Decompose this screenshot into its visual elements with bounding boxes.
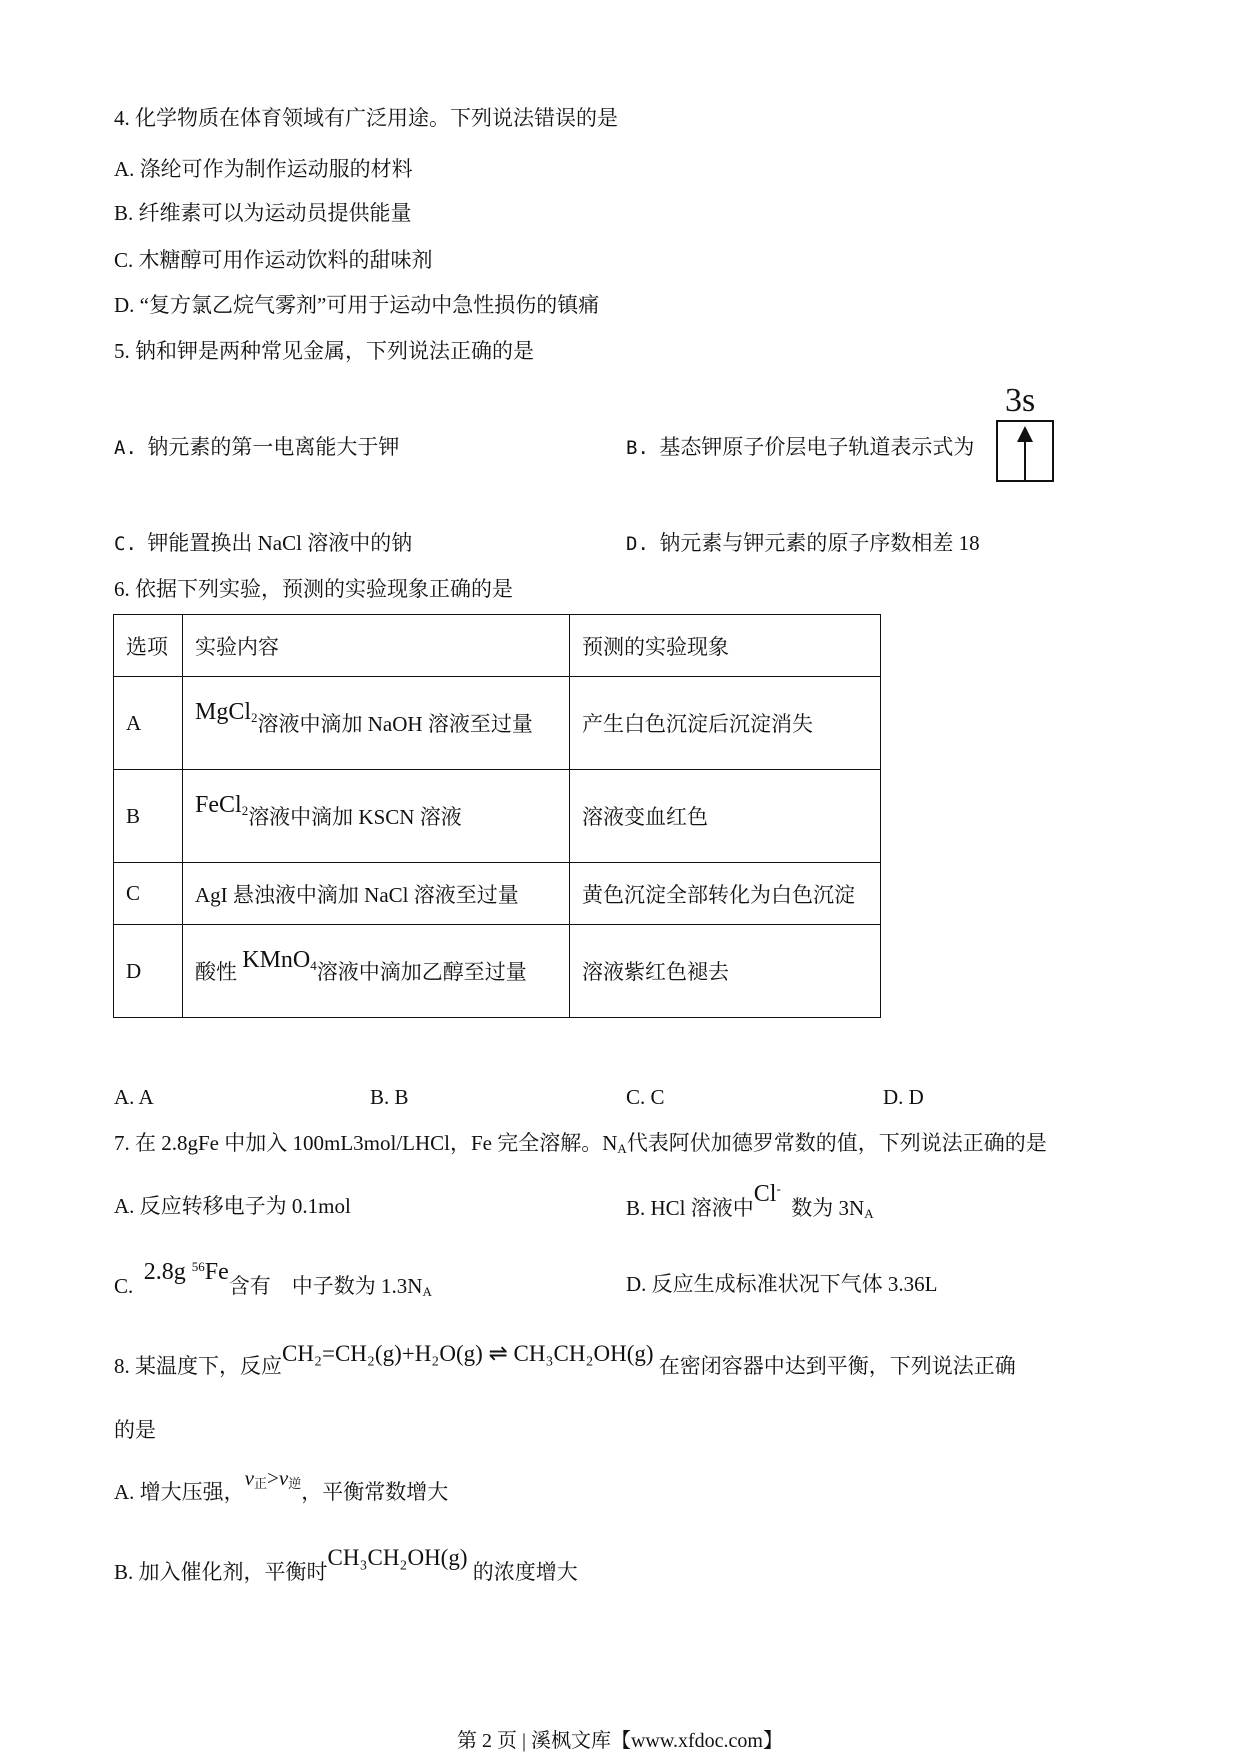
row-content: MgCl$_2$溶液中滴加 NaOH 溶液至过量 [183,677,570,770]
header-phenomenon: 预测的实验现象 [570,615,881,677]
rate-comparison: $v_正>v_逆$ [244,1466,302,1491]
q6-stem: 6. 依据下列实验，预测的实验现象正确的是 [114,577,513,601]
q5-option-a [114,437,399,458]
header-option: 选项 [114,615,183,677]
q6-choice-c: C. C [626,1085,665,1109]
row-content: AgI 悬浊液中滴加 NaCl 溶液至过量 [183,863,570,925]
table-row [114,770,881,863]
table-header-row [114,615,881,677]
isotope-mass: 2.8g $^{56}$Fe [143,1259,229,1285]
q4-option-a: A. 涤纶可作为制作运动服的材料 [114,157,413,181]
reaction-equation: CH₂=CH₂(g)+H₂O(g) ⇌ CH₃CH₂OH(g) [282,1341,654,1366]
row-option: A [114,677,183,770]
header-content: 实验内容 [183,615,570,677]
q5-option-d [626,533,980,554]
row-option: B [114,770,183,863]
chem-formula: MgCl$_2$ [195,699,258,725]
q4-option-d: D. “复方氯乙烷气雾剂”可用于运动中急性损伤的镇痛 [114,293,600,317]
equilibrium-arrow-icon: ⇌ [488,1341,508,1366]
experiment-table [113,614,881,1018]
q5-stem: 5. 钠和钾是两种常见金属，下列说法正确的是 [114,339,534,363]
q5-option-b-text: 基态钾原子价层电子轨道表示式为 [659,435,975,459]
chloride-ion: Cl- [753,1181,781,1207]
q5-option-a-text: 钠元素的第一电离能大于钾 [147,435,400,459]
row-option: D [114,925,183,1018]
table-row [114,677,881,770]
q7-option-a: A. 反应转移电子为 0.1mol [114,1194,351,1218]
ethanol-formula: CH₃CH₂OH(g) [327,1545,468,1570]
q5-option-d-text: 钠元素与钾元素的原子序数相差 18 [659,531,980,555]
q4-option-c: C. 木糖醇可用作运动饮料的甜味剂 [114,248,433,272]
table-row [114,925,881,1018]
orbital-diagram-box [996,420,1054,482]
arrow-head-icon [1017,426,1033,442]
row-option: C [114,863,183,925]
q4-option-b: B. 纤维素可以为运动员提供能量 [114,201,412,225]
q6-choice-b: B. B [370,1085,409,1109]
q4-stem: 4. 化学物质在体育领域有广泛用途。下列说法错误的是 [114,106,618,130]
row-phenomenon: 溶液紫红色褪去 [570,925,881,1018]
q8-stem-cont: 的是 [114,1418,156,1442]
row-phenomenon: 产生白色沉淀后沉淀消失 [570,677,881,770]
q5-option-d-label: D. [626,533,649,555]
q5-option-c-text: 钾能置换出 NaCl 溶液中的钠 [147,531,413,555]
q6-choice-a: A. A [114,1085,154,1109]
chem-formula: FeCl$_2$ [195,792,249,818]
q8-option-a: A. 增大压强，$v_正>v_逆$，平衡常数增大 [114,1466,449,1504]
q5-option-b-label: B. [626,437,649,459]
page-footer: 第 2 页 | 溪枫文库【www.xfdoc.com】 [456,1730,783,1752]
q7-stem: 7. 在 2.8gFe 中加入 100mL3mol/LHCl，Fe 完全溶解。$N_A$代表阿伏加德罗常数的值，下列说法正确的是 [114,1131,1047,1156]
q5-option-c [114,533,412,554]
q5-option-a-label: A. [114,437,137,459]
q7-option-b: B. HCl 溶液中Cl- 数为 $3N_A$ [626,1181,874,1221]
row-content: FeCl$_2$溶液中滴加 KSCN 溶液 [183,770,570,863]
row-phenomenon: 溶液变血红色 [570,770,881,863]
q7-option-c: C. 2.8g $^{56}$Fe含有 中子数为 $1.3N_A$ [114,1259,432,1299]
q8-option-b: B. 加入催化剂，平衡时CH₃CH₂OH(g) 的浓度增大 [114,1545,578,1584]
table-row [114,863,881,925]
q7-option-d: D. 反应生成标准状况下气体 3.36L [626,1272,938,1296]
q5-option-b [626,437,974,458]
q6-choice-d: D. D [883,1085,924,1109]
chem-formula: KMnO$_4$ [242,947,317,973]
q5-option-c-label: C. [114,533,137,555]
row-content: 酸性 KMnO$_4$溶液中滴加乙醇至过量 [183,925,570,1018]
orbital-label: 3s [1005,382,1036,419]
row-phenomenon: 黄色沉淀全部转化为白色沉淀 [570,863,881,925]
q8-stem: 8. 某温度下，反应CH₂=CH₂(g)+H₂O(g) ⇌ CH₃CH₂OH(g) 在密闭容器中达到平衡，下列说法正确 [114,1341,1016,1378]
